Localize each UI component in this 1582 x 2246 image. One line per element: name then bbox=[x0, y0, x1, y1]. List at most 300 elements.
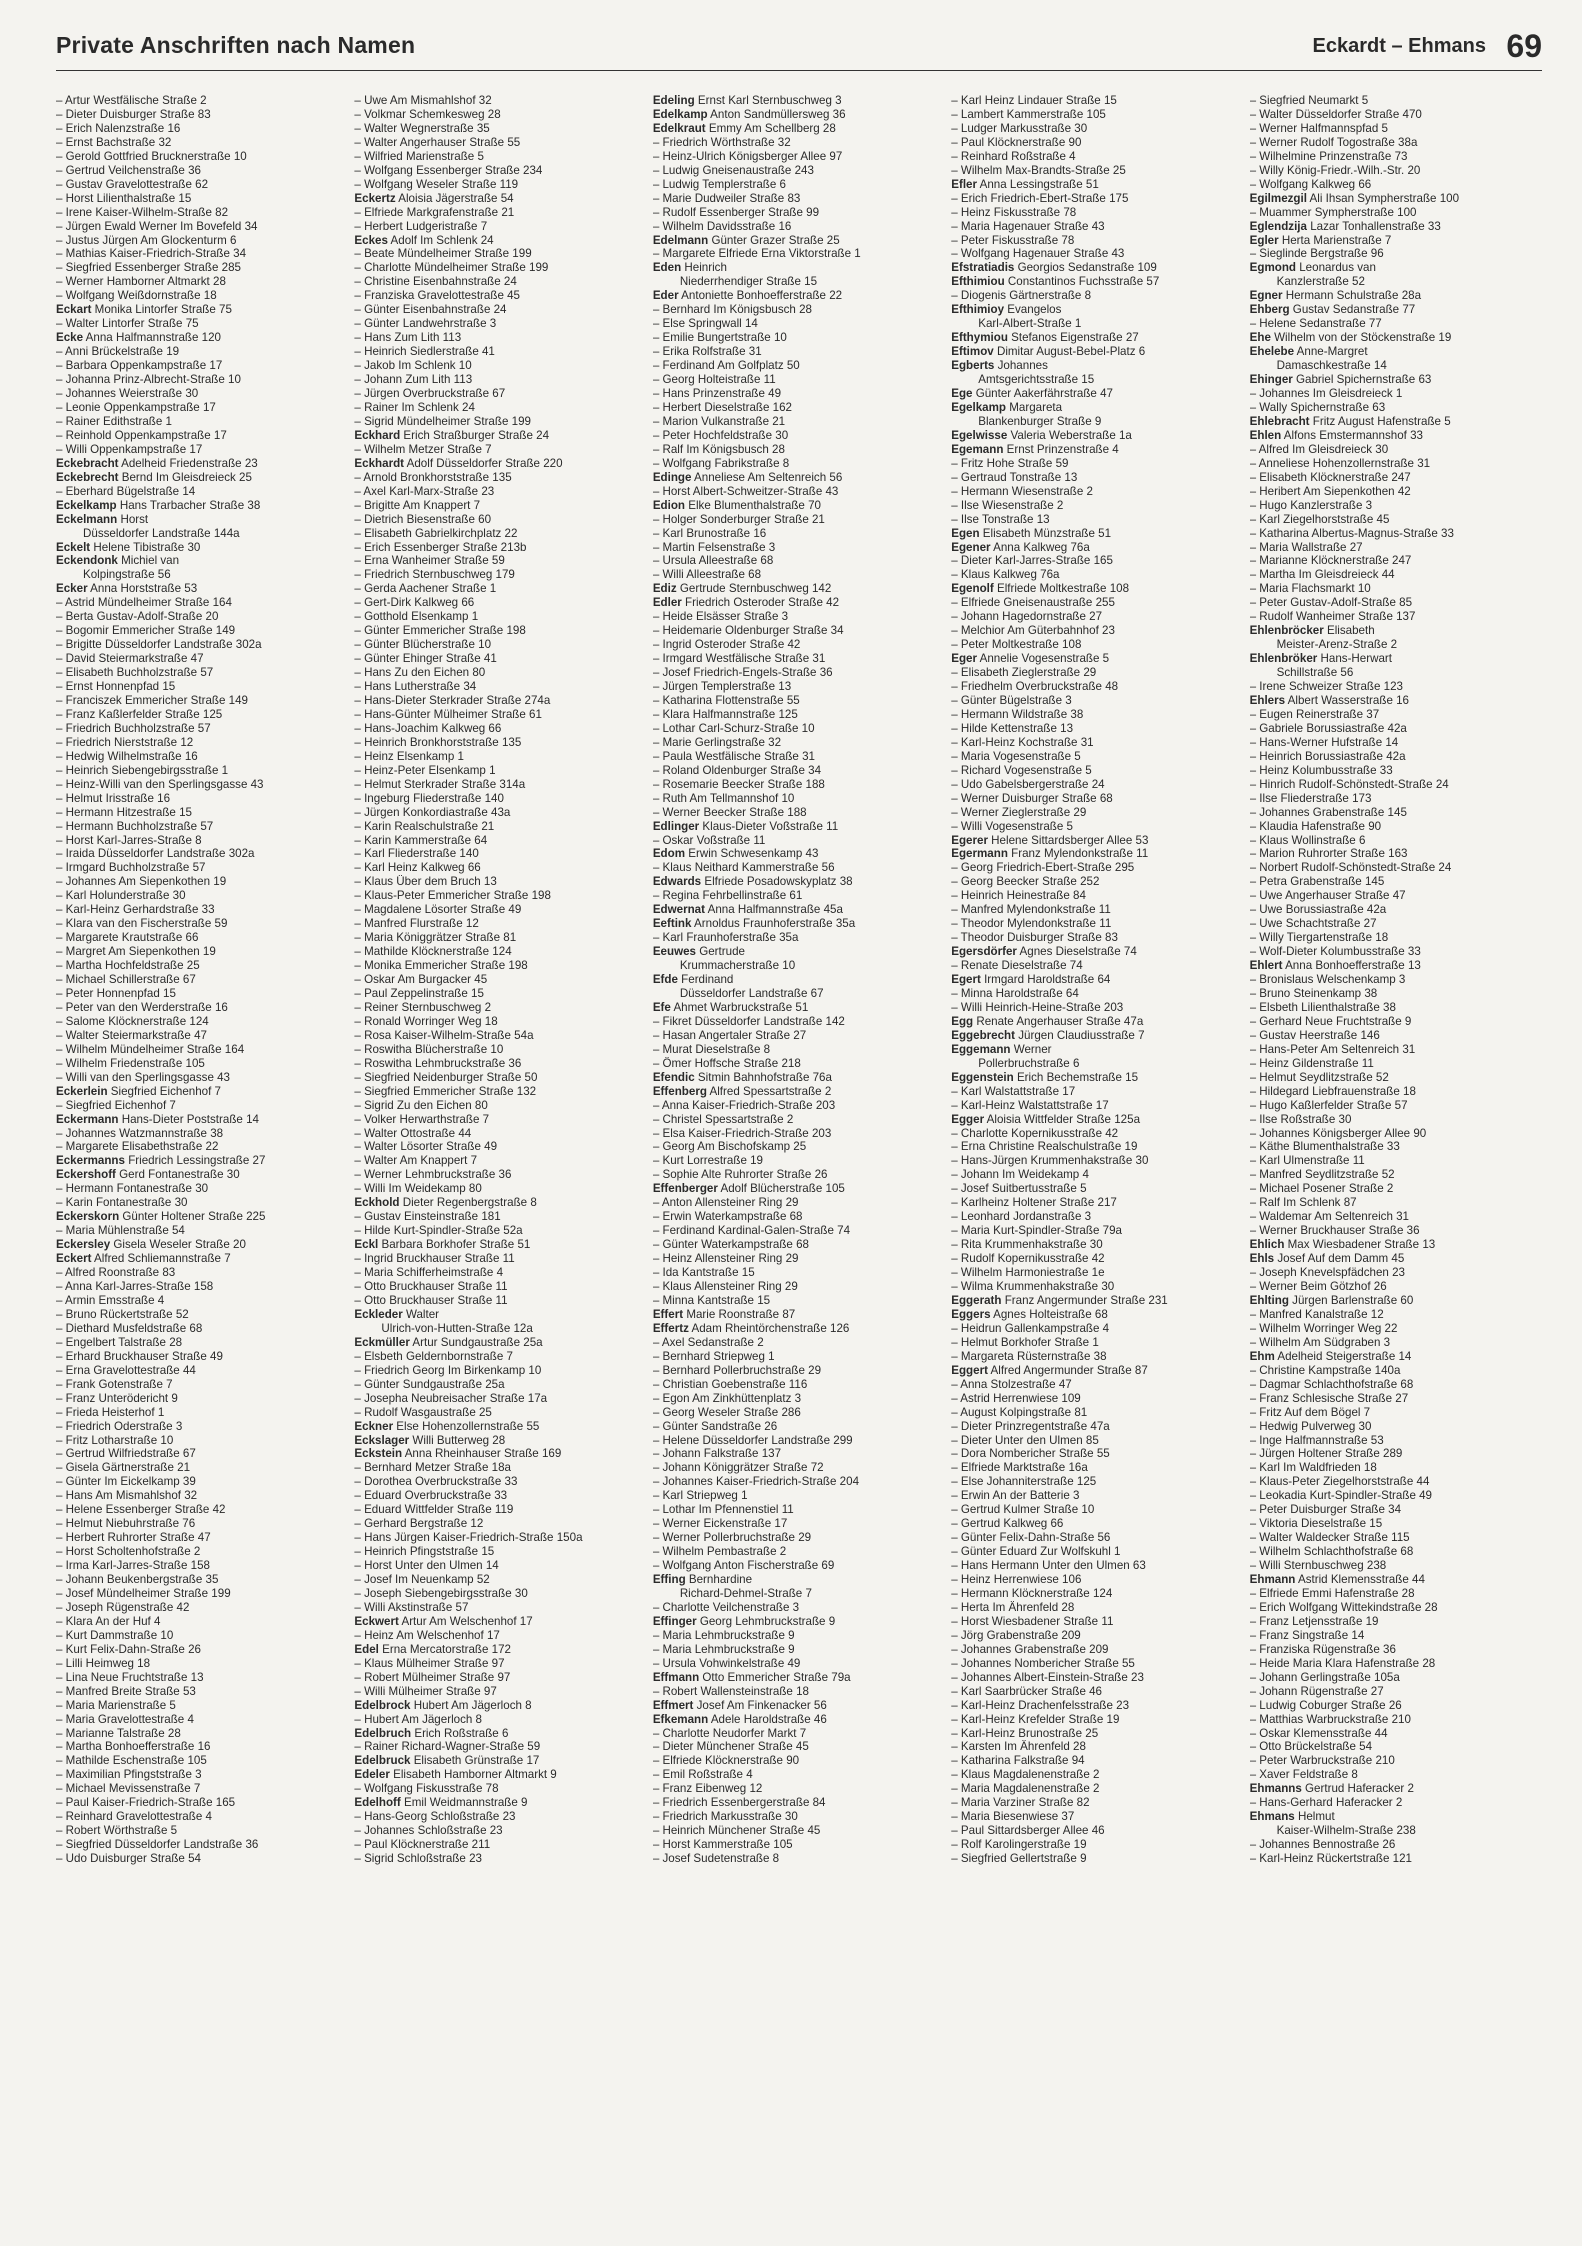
directory-entry bbox=[951, 303, 1237, 317]
directory-entry: – Helmut Irisstraße 16 bbox=[56, 791, 171, 805]
directory-entry: – Hubert Am Jägerloch 8 bbox=[354, 1712, 483, 1726]
directory-entry: – Elfriede Markgrafenstraße 21 bbox=[354, 205, 515, 219]
directory-entry: – Anni Brückelstraße 19 bbox=[56, 345, 180, 359]
directory-entry: – Eduard Wittfelder Straße 119 bbox=[354, 1503, 514, 1517]
column-4 bbox=[951, 94, 1237, 2234]
entry-details: Gertrude bbox=[696, 945, 745, 959]
directory-entry: – Regina Fehrbellinstraße 61 bbox=[652, 889, 803, 903]
directory-entry: – Walter Lintorfer Straße 75 bbox=[56, 317, 199, 331]
directory-entry bbox=[653, 234, 939, 248]
entry-details: Erich Straßburger Straße 24 bbox=[400, 428, 550, 442]
entry-surname: Ehlenbröker bbox=[1249, 652, 1318, 666]
directory-entry: – Günter Felix-Dahn-Straße 56 bbox=[951, 1531, 1111, 1545]
directory-entry: – Ralf Im Königsbusch 28 bbox=[652, 442, 785, 456]
directory-entry: – Diethard Musfeldstraße 68 bbox=[56, 1321, 203, 1335]
entry-surname: Eckmüller bbox=[354, 1335, 410, 1349]
directory-entry bbox=[951, 359, 1237, 373]
directory-entry: – Ruth Am Tellmannshof 10 bbox=[652, 791, 795, 805]
directory-entry bbox=[1250, 1252, 1536, 1266]
directory-entry: – Wilhelmine Prinzenstraße 73 bbox=[1249, 149, 1408, 163]
directory-entry: – Marion Vulkanstraße 21 bbox=[652, 414, 786, 428]
entry-details: Bernd Im Gleisdreieck 25 bbox=[118, 470, 252, 484]
directory-entry: – Sigrid Zu den Eichen 80 bbox=[354, 1098, 488, 1112]
directory-entry bbox=[1250, 373, 1536, 387]
entry-surname: Eckner bbox=[354, 1419, 394, 1433]
directory-entry: – Siegfried Gellertstraße 9 bbox=[951, 1852, 1087, 1866]
directory-entry: – Armin Emsstraße 4 bbox=[56, 1293, 165, 1307]
directory-entry: – Maria Marienstraße 5 bbox=[56, 1698, 176, 1712]
entry-surname: Eeftink bbox=[652, 917, 692, 931]
directory-entry: – Heidemarie Oldenburger Straße 34 bbox=[652, 624, 844, 638]
entry-surname: Eckertz bbox=[354, 191, 396, 205]
directory-entry: – Karsten Im Ährenfeld 28 bbox=[951, 1740, 1086, 1754]
directory-entry: – Ernst Bachstraße 32 bbox=[56, 135, 172, 149]
entry-surname: Eeuwes bbox=[652, 945, 696, 959]
directory-entry: – Margarete Elisabethstraße 22 bbox=[56, 1140, 219, 1154]
running-header-right bbox=[1313, 28, 1542, 65]
directory-entry: – Manfred Flurstraße 12 bbox=[354, 917, 479, 931]
directory-entry: – Renate Dieselstraße 74 bbox=[951, 959, 1083, 973]
directory-entry: – Axel Sedanstraße 2 bbox=[652, 1335, 764, 1349]
directory-entry: – Katharina Albertus-Magnus-Straße 33 bbox=[1249, 526, 1454, 540]
entry-surname: Egilmezgil bbox=[1249, 191, 1307, 205]
directory-entry: – Karin Realschulstraße 21 bbox=[354, 819, 495, 833]
entry-details: Jürgen Barlenstraße 60 bbox=[1288, 1293, 1414, 1307]
directory-entry: – Hermann Buchholzstraße 57 bbox=[56, 819, 214, 833]
entry-details: Elisabeth Hamborner Altmarkt 9 bbox=[389, 1768, 557, 1782]
directory-entry: – Willi Mülheimer Straße 97 bbox=[354, 1684, 497, 1698]
directory-entry: – Hans-Gerhard Haferacker 2 bbox=[1249, 1796, 1403, 1810]
directory-entry: – Matthias Warbruckstraße 210 bbox=[1249, 1712, 1411, 1726]
directory-entry: – Dorothea Overbruckstraße 33 bbox=[354, 1475, 518, 1489]
directory-entry: – Elfriede Klöcknerstraße 90 bbox=[652, 1754, 800, 1768]
entry-details: Alfred Schliemannstraße 7 bbox=[91, 1252, 231, 1266]
entry-details: Adele Haroldstraße 46 bbox=[708, 1712, 827, 1726]
entry-details: Antoniette Bonhoefferstraße 22 bbox=[678, 289, 843, 303]
directory-entry: – Josef Mündelheimer Straße 199 bbox=[56, 1586, 231, 1600]
directory-entry bbox=[56, 1168, 342, 1182]
entry-surname: Eckart bbox=[56, 303, 92, 317]
directory-entry bbox=[56, 471, 342, 485]
entry-details: Herta Marienstraße 7 bbox=[1278, 233, 1392, 247]
directory-entry: – Franz Unterödericht 9 bbox=[56, 1391, 178, 1405]
entry-surname: Ehmanns bbox=[1249, 1782, 1302, 1796]
directory-entry bbox=[653, 1713, 939, 1727]
entry-details: Alfons Emstermannshof 33 bbox=[1281, 428, 1423, 442]
directory-entry: – Günter Waterkampstraße 68 bbox=[652, 1238, 809, 1252]
directory-entry: – Georg Beecker Straße 252 bbox=[951, 875, 1100, 889]
directory-entry: – Mathilde Klöcknerstraße 124 bbox=[354, 945, 512, 959]
entry-details: Stefanos Eigenstraße 27 bbox=[1007, 331, 1139, 345]
directory-entry bbox=[56, 1113, 342, 1127]
directory-entry: – Hugo Kanzlerstraße 3 bbox=[1249, 498, 1373, 512]
directory-entry: – Johannes Nombericher Straße 55 bbox=[951, 1656, 1135, 1670]
directory-entry: – Ernst Honnenpfad 15 bbox=[56, 680, 176, 694]
entry-details: Horst bbox=[117, 512, 149, 526]
directory-entry: – Wilhelm Harmoniestraße 1e bbox=[951, 1266, 1105, 1280]
entry-surname: Efthymiou bbox=[951, 331, 1008, 345]
entry-surname: Efde bbox=[652, 973, 678, 987]
directory-entry bbox=[653, 1671, 939, 1685]
entry-details: Anna Horststraße 53 bbox=[87, 582, 198, 596]
directory-entry: – Heinz-Willi van den Sperlingsgasse 43 bbox=[56, 777, 264, 791]
directory-entry: – Astrid Mündelheimer Straße 164 bbox=[56, 596, 232, 610]
directory-entry: – Siegfried Neidenburger Straße 50 bbox=[354, 1070, 538, 1084]
entry-surname: Efler bbox=[951, 177, 977, 191]
directory-entry bbox=[653, 820, 939, 834]
directory-entry: – Bernhard Metzer Straße 18a bbox=[354, 1461, 512, 1475]
directory-entry: – Rudolf Wanheimer Straße 137 bbox=[1249, 610, 1416, 624]
directory-entry: – Walter Lösorter Straße 49 bbox=[354, 1140, 498, 1154]
directory-entry: – Michael Schillerstraße 67 bbox=[56, 973, 196, 987]
entry-details: Gabriel Spichernstraße 63 bbox=[1292, 373, 1432, 387]
entry-surname: Ehmann bbox=[1249, 1573, 1296, 1587]
directory-entry: – Karin Kammerstraße 64 bbox=[354, 833, 488, 847]
directory-entry: – Rudolf Essenberger Straße 99 bbox=[652, 205, 820, 219]
directory-entry: – Artur Westfälische Straße 2 bbox=[56, 94, 207, 107]
directory-entry: – Barbara Oppenkampstraße 17 bbox=[56, 359, 223, 373]
directory-entry: – Brigitte Am Knappert 7 bbox=[354, 498, 481, 512]
directory-entry: – Rita Krummenhakstraße 30 bbox=[951, 1238, 1103, 1252]
directory-entry: – Uwe Am Mismahlshof 32 bbox=[354, 94, 492, 107]
directory-entry: – Fikret Düsseldorfer Landstraße 142 bbox=[652, 1014, 845, 1028]
directory-entry: – Lothar Im Pfennenstiel 11 bbox=[652, 1503, 794, 1517]
directory-entry: – Heinrich Bronkhorststraße 135 bbox=[354, 735, 522, 749]
directory-entry: – Margarete Krautstraße 66 bbox=[56, 931, 199, 945]
entry-details: Renate Angerhauser Straße 47a bbox=[973, 1014, 1144, 1028]
directory-entry: – Wolfgang Weseler Straße 119 bbox=[354, 177, 519, 191]
directory-entry: – Joseph Knevelspfädchen 23 bbox=[1249, 1266, 1405, 1280]
directory-entry: – Irmgard Buchholzstraße 57 bbox=[56, 861, 206, 875]
entry-details: Albert Wasserstraße 16 bbox=[1285, 693, 1410, 707]
directory-entry: – Christel Spessartstraße 2 bbox=[652, 1112, 794, 1126]
directory-entry: – Ilse Roßstraße 30 bbox=[1249, 1112, 1352, 1126]
directory-entry: – Hinrich Rudolf-Schönstedt-Straße 24 bbox=[1249, 777, 1449, 791]
directory-entry: – Heinz Fiskusstraße 78 bbox=[951, 205, 1077, 219]
directory-entry bbox=[1250, 429, 1536, 443]
directory-entry: – Martin Felsenstraße 3 bbox=[652, 540, 776, 554]
entry-surname: Eckebracht bbox=[56, 456, 119, 470]
directory-entry bbox=[56, 303, 342, 317]
directory-entry bbox=[951, 1364, 1237, 1378]
directory-entry: – Friedrich Buchholzstraße 57 bbox=[56, 721, 211, 735]
directory-entry: – Dieter Karl-Jarres-Straße 165 bbox=[951, 554, 1113, 568]
directory-entry: – Klaus-Peter Emmericher Straße 198 bbox=[354, 889, 551, 903]
directory-entry: – Diogenis Gärtnerstraße 8 bbox=[951, 289, 1092, 303]
entry-details: Aloisia Wittfelder Straße 125a bbox=[984, 1112, 1141, 1126]
directory-entry bbox=[653, 945, 939, 959]
entry-surname: Edelbruch bbox=[354, 1726, 412, 1740]
entry-details: Emil Weidmannstraße 9 bbox=[400, 1796, 528, 1810]
directory-entry: – Peter Honnenpfad 15 bbox=[56, 987, 176, 1000]
entry-details: Johannes bbox=[994, 359, 1048, 373]
directory-entry: – Karlheinz Holtener Straße 217 bbox=[951, 1196, 1117, 1210]
directory-entry: – Margarete Elfriede Erna Viktorstraße 1 bbox=[652, 247, 861, 261]
directory-entry: – Heribert Am Siepenkothen 42 bbox=[1249, 484, 1411, 498]
directory-entry: – Else Johanniterstraße 125 bbox=[951, 1475, 1097, 1489]
entry-surname: Edelkraut bbox=[652, 121, 706, 135]
directory-entry: – Maria Flachsmarkt 10 bbox=[1249, 582, 1371, 596]
entry-surname: Egersdörfer bbox=[951, 945, 1017, 959]
directory-entry bbox=[354, 1796, 640, 1810]
directory-entry: – Erwin An der Batterie 3 bbox=[951, 1489, 1080, 1503]
entry-details: Constantinos Fuchsstraße 57 bbox=[1004, 275, 1160, 289]
entry-details: Hermann Schulstraße 28a bbox=[1282, 289, 1422, 303]
directory-entry: – Hans Zum Lith 113 bbox=[354, 331, 462, 345]
directory-entry: – Maria Schifferheimstraße 4 bbox=[354, 1266, 504, 1280]
directory-entry: – Melchior Am Güterbahnhof 23 bbox=[951, 624, 1115, 638]
directory-entry: – Anna Karl-Jarres-Straße 158 bbox=[56, 1280, 214, 1294]
directory-entry: – Martha Bonhoefferstraße 16 bbox=[56, 1740, 211, 1754]
directory-entry: – Brigitte Düsseldorfer Landstraße 302a bbox=[56, 638, 262, 652]
directory-entry: – Günter Im Eickelkamp 39 bbox=[56, 1475, 196, 1489]
directory-entry bbox=[56, 513, 342, 527]
directory-entry: – Elsa Kaiser-Friedrich-Straße 203 bbox=[652, 1126, 832, 1140]
directory-entry: – Fritz Auf dem Bögel 7 bbox=[1249, 1405, 1371, 1419]
entry-surname: Eckslager bbox=[354, 1433, 410, 1447]
entry-details: Anna Bonhoefferstraße 13 bbox=[1282, 959, 1421, 973]
directory-entry: – Herbert Dieselstraße 162 bbox=[652, 400, 792, 414]
entry-surname: Egelkamp bbox=[951, 400, 1006, 414]
entry-surname: Eckebrecht bbox=[56, 470, 119, 484]
entry-surname: Effert bbox=[652, 1307, 684, 1321]
directory-entry: – Karl Ulmenstraße 11 bbox=[1249, 1154, 1365, 1168]
directory-entry: – Erich Essenberger Straße 213b bbox=[354, 540, 527, 554]
directory-entry: – Siegfried Essenberger Straße 285 bbox=[56, 261, 241, 275]
directory-entry: – Heinz Allensteiner Ring 29 bbox=[652, 1252, 799, 1266]
entry-surname: Edom bbox=[652, 847, 686, 861]
directory-entry: – Johannes Am Siepenkothen 19 bbox=[56, 875, 227, 889]
directory-entry: – Klaus Magdalenenstraße 2 bbox=[951, 1768, 1100, 1782]
entry-surname: Efthimioy bbox=[951, 303, 1005, 317]
directory-entry: – Salome Klöcknerstraße 124 bbox=[56, 1014, 209, 1028]
directory-entry: – Gabriele Borussiastraße 42a bbox=[1249, 721, 1407, 735]
directory-entry: – Fritz Hohe Straße 59 bbox=[951, 456, 1069, 470]
entry-details: Günter Holtener Straße 225 bbox=[119, 1210, 266, 1224]
directory-entry: – Helmut Sterkrader Straße 314a bbox=[354, 777, 526, 791]
directory-entry: – Christine Eisenbahnstraße 24 bbox=[354, 275, 517, 289]
entry-surname: Edelmann bbox=[652, 233, 709, 247]
directory-entry: – Joseph Siebengebirgsstraße 30 bbox=[354, 1586, 528, 1600]
directory-entry: – Willi Akstinstraße 57 bbox=[354, 1600, 469, 1614]
entry-details: Agnes Dieselstraße 74 bbox=[1016, 945, 1137, 959]
entry-surname: Efthimiou bbox=[951, 275, 1005, 289]
directory-entry: – Heinz Herrenwiese 106 bbox=[951, 1573, 1082, 1587]
entry-surname: Eder bbox=[652, 289, 679, 303]
directory-entry: – Klaus Über dem Bruch 13 bbox=[354, 875, 497, 889]
directory-entry: – Werner Eickenstraße 17 bbox=[652, 1517, 788, 1531]
directory-entry: – Viktoria Dieselstraße 15 bbox=[1249, 1517, 1383, 1531]
entry-details: Otto Emmericher Straße 79a bbox=[699, 1670, 851, 1684]
entry-details: Franz Mylendonkstraße 11 bbox=[1007, 847, 1149, 861]
directory-entry: – Maria Mühlenstraße 54 bbox=[56, 1224, 185, 1238]
directory-entry: – Friedrich Wörthstraße 32 bbox=[652, 135, 791, 149]
entry-surname: Eggenstein bbox=[951, 1070, 1014, 1084]
directory-entry: – Arnold Bronkhorststraße 135 bbox=[354, 470, 512, 484]
directory-entry: – Karl-Heinz Krefelder Straße 19 bbox=[951, 1712, 1120, 1726]
directory-entry: – Maria Vogesenstraße 5 bbox=[951, 749, 1081, 763]
entry-details: Artur Sundgaustraße 25a bbox=[409, 1335, 543, 1349]
directory-entry bbox=[653, 1071, 939, 1085]
directory-entry: – Elfriede Gneisenaustraße 255 bbox=[951, 596, 1115, 610]
directory-entry: – Gustav Gravelottestraße 62 bbox=[56, 177, 209, 191]
directory-entry: – Heinz-Ulrich Königsberger Allee 97 bbox=[652, 149, 843, 163]
directory-entry: – Gert-Dirk Kalkweg 66 bbox=[354, 596, 475, 610]
entry-details: Anna Lessingstraße 51 bbox=[977, 177, 1099, 191]
directory-entry: Blankenburger Straße 9 bbox=[978, 414, 1102, 428]
directory-entry: – Hedwig Pulverweg 30 bbox=[1249, 1419, 1372, 1433]
directory-entry: – Dieter Münchener Straße 45 bbox=[652, 1740, 809, 1754]
directory-entry: – Ursula Vohwinkelstraße 49 bbox=[652, 1656, 801, 1670]
directory-entry: Niederrhendiger Straße 15 bbox=[679, 275, 818, 289]
entry-details: Emmy Am Schellberg 28 bbox=[705, 121, 836, 135]
directory-entry: – Karl-Heinz Kochstraße 31 bbox=[951, 735, 1094, 749]
directory-entry: Kaiser-Wilhelm-Straße 238 bbox=[1276, 1824, 1416, 1838]
directory-entry: – Werner Duisburger Straße 68 bbox=[951, 791, 1113, 805]
directory-entry: – Dieter Unter den Ulmen 85 bbox=[951, 1433, 1099, 1447]
directory-entry: – Wilma Krummenhakstraße 30 bbox=[951, 1280, 1115, 1294]
entry-surname: Ediz bbox=[652, 582, 677, 596]
directory-entry bbox=[354, 1308, 640, 1322]
directory-entry: – Elisabeth Buchholzstraße 57 bbox=[56, 666, 214, 680]
directory-columns bbox=[56, 94, 1536, 2234]
directory-entry: – Wolfgang Kalkweg 66 bbox=[1249, 177, 1372, 191]
directory-entry: – Else Springwall 14 bbox=[652, 317, 758, 331]
directory-entry: – Dieter Duisburger Straße 83 bbox=[56, 107, 211, 121]
directory-entry: – Werner Pollerbruchstraße 29 bbox=[652, 1531, 812, 1545]
directory-entry: – Johann Im Weidekamp 4 bbox=[951, 1168, 1089, 1182]
directory-entry: – Margareta Rüsternstraße 38 bbox=[951, 1349, 1107, 1363]
directory-entry: – Alfred Im Gleisdreieck 30 bbox=[1249, 442, 1389, 456]
directory-entry: – Heinz Gildenstraße 11 bbox=[1249, 1056, 1374, 1070]
entry-details: Elisabeth bbox=[1323, 624, 1375, 638]
directory-entry: – Karl Walstattstraße 17 bbox=[951, 1084, 1076, 1098]
directory-entry: – Paul Zeppelinstraße 15 bbox=[354, 987, 484, 1000]
directory-entry: – Rainer Richard-Wagner-Straße 59 bbox=[354, 1740, 541, 1754]
entry-details: Anna Halfmannstraße 120 bbox=[83, 331, 221, 345]
directory-entry: – Klaudia Hafenstraße 90 bbox=[1249, 819, 1382, 833]
directory-entry: – Gerda Aachener Straße 1 bbox=[354, 582, 497, 596]
directory-entry: – Gertraud Tonstraße 13 bbox=[951, 470, 1078, 484]
entry-surname: Eggemann bbox=[951, 1042, 1011, 1056]
directory-entry bbox=[653, 1001, 939, 1015]
entry-surname: Ehm bbox=[1249, 1349, 1275, 1363]
directory-entry: Richard-Dehmel-Straße 7 bbox=[679, 1586, 812, 1600]
entry-surname: Eden bbox=[652, 261, 682, 275]
entry-details: Fritz August Hafenstraße 5 bbox=[1309, 414, 1451, 428]
directory-entry: – Franciszek Emmericher Straße 149 bbox=[56, 693, 249, 707]
directory-entry bbox=[653, 471, 939, 485]
entry-surname: Eger bbox=[951, 652, 977, 666]
entry-details: Anneliese Am Seltenreich 56 bbox=[691, 470, 843, 484]
directory-entry: – Sieglinde Bergstraße 96 bbox=[1249, 247, 1384, 261]
entry-details: Leonardus van bbox=[1296, 261, 1376, 275]
directory-entry bbox=[951, 973, 1237, 987]
directory-entry: – Ingrid Osteroder Straße 42 bbox=[652, 638, 801, 652]
directory-entry bbox=[354, 457, 640, 471]
entry-surname: Eckert bbox=[56, 1252, 92, 1266]
entry-surname: Eggebrecht bbox=[951, 1028, 1015, 1042]
directory-entry: – Helene Sedanstraße 77 bbox=[1249, 317, 1382, 331]
directory-entry: – Horst Lilienthalstraße 15 bbox=[56, 191, 192, 205]
entry-surname: Edeling bbox=[652, 94, 695, 107]
directory-entry: – Hans-Georg Schloßstraße 23 bbox=[354, 1810, 516, 1824]
directory-entry: – Walter Waldecker Straße 115 bbox=[1249, 1531, 1410, 1545]
entry-details: Gertrude Sternbuschweg 142 bbox=[676, 582, 832, 596]
directory-entry bbox=[951, 1071, 1237, 1085]
directory-entry: – Willy König-Friedr.-Wilh.-Str. 20 bbox=[1249, 163, 1421, 177]
directory-entry: – Gerold Gottfried Brucknerstraße 10 bbox=[56, 149, 247, 163]
directory-entry: – Oskar Voßstraße 11 bbox=[652, 833, 766, 847]
entry-surname: Egmond bbox=[1249, 261, 1296, 275]
directory-entry: – Willi Alleestraße 68 bbox=[652, 568, 762, 582]
entry-surname: Egemann bbox=[951, 442, 1004, 456]
directory-entry: – Anneliese Hohenzollernstraße 31 bbox=[1249, 456, 1431, 470]
directory-entry bbox=[951, 1294, 1237, 1308]
directory-entry: – Rudolf Wasgaustraße 25 bbox=[354, 1405, 492, 1419]
directory-entry: – Heinz-Peter Elsenkamp 1 bbox=[354, 763, 496, 777]
directory-entry: – Lambert Kammerstraße 105 bbox=[951, 107, 1106, 121]
directory-entry bbox=[1250, 652, 1536, 666]
directory-entry bbox=[653, 875, 939, 889]
directory-entry: – Rainer Im Schlenk 24 bbox=[354, 400, 475, 414]
directory-entry: – Bernhard Striepweg 1 bbox=[652, 1349, 775, 1363]
directory-entry: – Maria Lehmbruckstraße 9 bbox=[652, 1628, 795, 1642]
directory-entry: – Heidrun Gallenkampstraße 4 bbox=[951, 1321, 1110, 1335]
directory-entry: – Willi Im Weidekamp 80 bbox=[354, 1182, 482, 1196]
directory-entry: – Hilde Kurt-Spindler-Straße 52a bbox=[354, 1224, 523, 1238]
directory-entry: – Sigrid Mündelheimer Straße 199 bbox=[354, 414, 531, 428]
directory-entry: – Heinrich Siedlerstraße 41 bbox=[354, 345, 495, 359]
directory-entry: – Ludwig Coburger Straße 26 bbox=[1249, 1698, 1402, 1712]
directory-entry: – Manfred Kanalstraße 12 bbox=[1249, 1307, 1384, 1321]
directory-entry: – Klara Halfmannstraße 125 bbox=[652, 707, 798, 721]
directory-entry bbox=[354, 1196, 640, 1210]
entry-details: Alfred Spessartstraße 2 bbox=[706, 1084, 832, 1098]
entry-details: Klaus-Dieter Voßstraße 11 bbox=[699, 819, 839, 833]
directory-entry: – Helmut Niebuhrstraße 76 bbox=[56, 1517, 196, 1531]
directory-entry: – Rosa Kaiser-Wilhelm-Straße 54a bbox=[354, 1028, 534, 1042]
directory-entry: – Karl Fliederstraße 140 bbox=[354, 847, 479, 861]
directory-entry bbox=[1250, 192, 1536, 206]
directory-entry: – Bernhard Pollerbruchstraße 29 bbox=[652, 1363, 822, 1377]
directory-entry: – Werner Beecker Straße 188 bbox=[652, 805, 807, 819]
directory-entry: – Hermann Klöcknerstraße 124 bbox=[951, 1586, 1113, 1600]
directory-entry: – Elisabeth Gabrielkirchplatz 22 bbox=[354, 526, 518, 540]
directory-entry: – Heinz Elsenkamp 1 bbox=[354, 749, 464, 763]
entry-surname: Egenolf bbox=[951, 582, 994, 596]
directory-entry: – Charlotte Kopernikusstraße 42 bbox=[951, 1126, 1119, 1140]
directory-entry: – Helmut Borkhofer Straße 1 bbox=[951, 1335, 1099, 1349]
directory-entry: – Reinhold Oppenkampstraße 17 bbox=[56, 428, 227, 442]
directory-entry: Düsseldorfer Landstraße 67 bbox=[679, 987, 824, 1000]
directory-entry: – Ludwig Gneisenaustraße 243 bbox=[652, 163, 814, 177]
directory-entry: – Klara van den Fischerstraße 59 bbox=[56, 917, 228, 931]
directory-entry: – Christian Goebenstraße 116 bbox=[652, 1377, 808, 1391]
directory-entry: – Irene Kaiser-Wilhelm-Straße 82 bbox=[56, 205, 229, 219]
entry-surname: Ehberg bbox=[1249, 303, 1290, 317]
directory-entry: – Minna Haroldstraße 64 bbox=[951, 987, 1079, 1000]
directory-entry: – Norbert Rudolf-Schönstedt-Straße 24 bbox=[1249, 861, 1452, 875]
directory-entry bbox=[653, 1085, 939, 1099]
directory-entry: – Helene Düsseldorfer Landstraße 299 bbox=[652, 1433, 853, 1447]
entry-surname: Effenberger bbox=[652, 1182, 718, 1196]
directory-entry: – Hans Zu den Eichen 80 bbox=[354, 666, 486, 680]
entry-details: Walter bbox=[402, 1307, 440, 1321]
directory-entry: – Horst Scholtenhofstraße 2 bbox=[56, 1545, 201, 1559]
entry-surname: Eckelmann bbox=[56, 512, 118, 526]
entry-surname: Edeler bbox=[354, 1768, 390, 1782]
